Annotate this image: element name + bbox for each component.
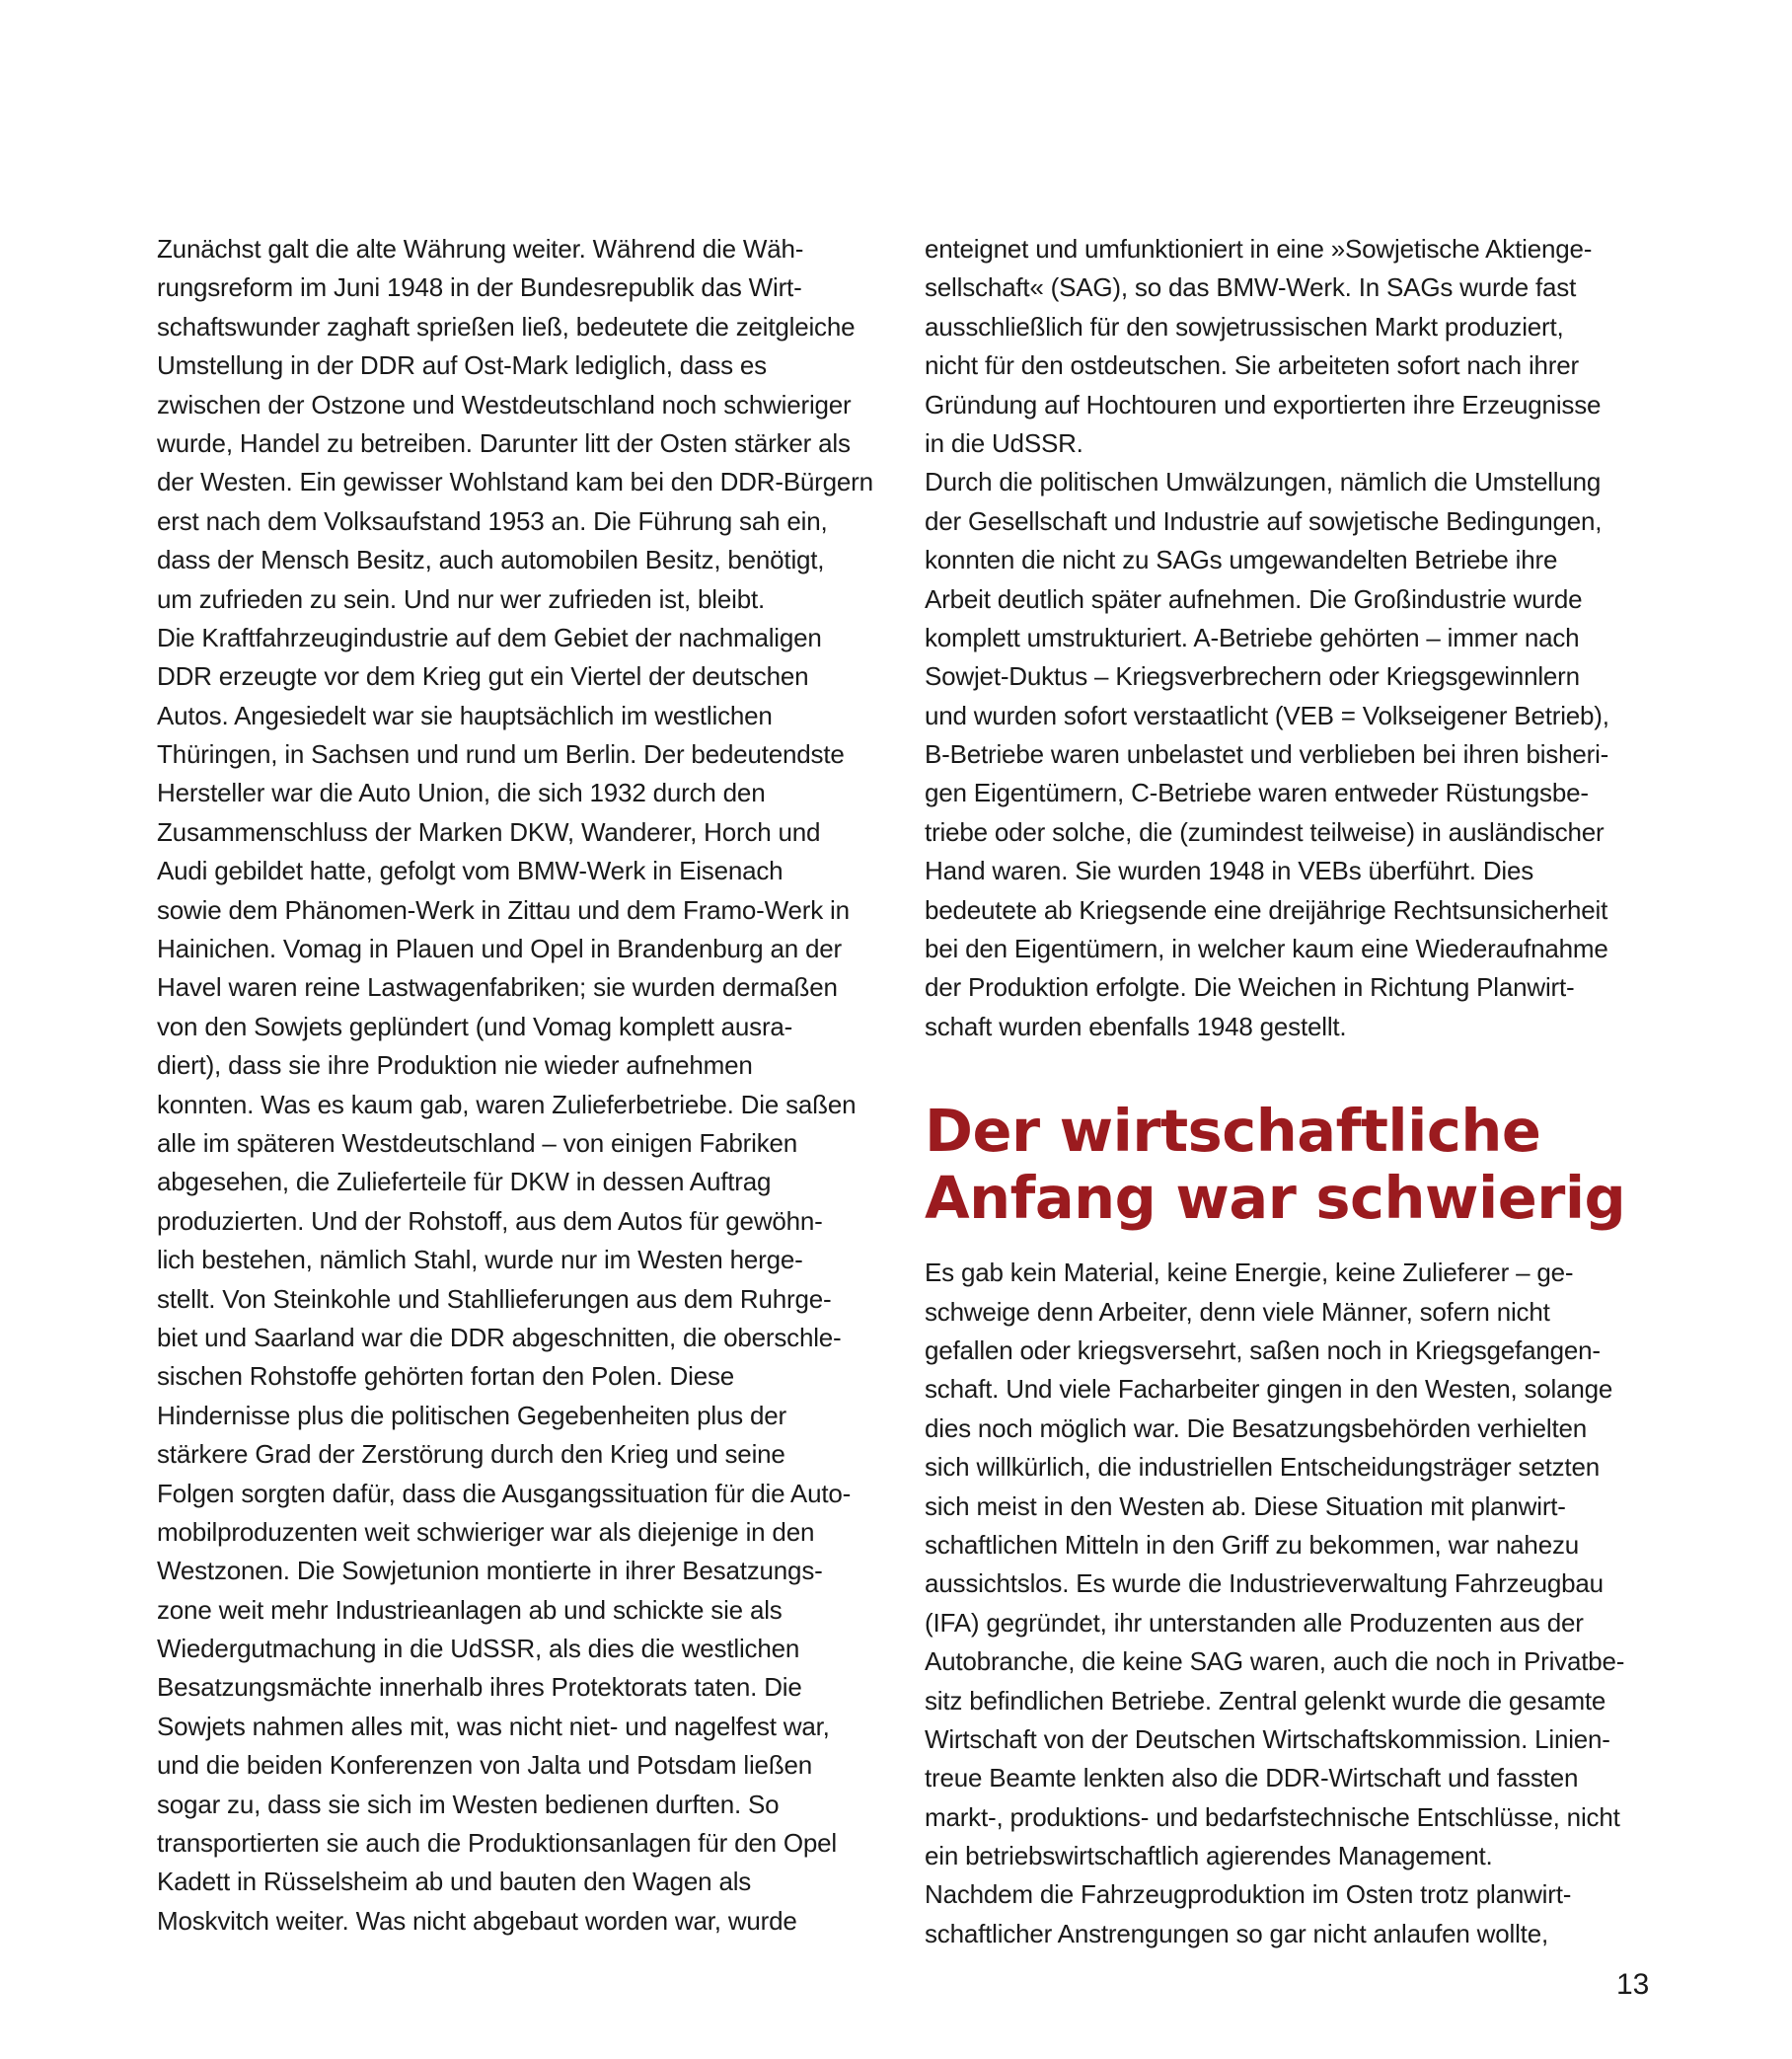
- text-line: enteignet und umfunktioniert in eine »Sowjetische Aktienge-: [925, 234, 1593, 264]
- text-line: bei den Eigentümern, in welcher kaum eine Wiederaufnahme: [925, 934, 1608, 964]
- text-line: produzierten. Und der Rohstoff, aus dem Autos für gewöhn-: [157, 1205, 823, 1236]
- text-line: zone weit mehr Industrieanlagen ab und schickte sie als: [157, 1594, 783, 1625]
- text-line: markt-, produktions- und bedarfstechnische Entschlüsse, nicht: [925, 1801, 1620, 1832]
- text-line: B-Betriebe waren unbelastet und verblieben bei ihren bisheri-: [925, 739, 1609, 770]
- text-line: um zufrieden zu sein. Und nur wer zufrieden ist, bleibt.: [157, 583, 765, 614]
- text-line: schweige denn Arbeiter, denn viele Männer, sofern nicht: [925, 1296, 1550, 1327]
- text-line: mobilproduzenten weit schwieriger war als diejenige in den: [157, 1516, 815, 1547]
- text-line: und die beiden Konferenzen von Jalta und Potsdam ließen: [157, 1750, 813, 1781]
- text-line: ausschließlich für den sowjetrussischen Markt produziert,: [925, 311, 1564, 342]
- text-line: lich bestehen, nämlich Stahl, wurde nur im Westen herge-: [157, 1245, 803, 1275]
- text-line: gefallen oder kriegsversehrt, saßen noch in Kriegsgefangen-: [925, 1335, 1601, 1365]
- text-line: Westzonen. Die Sowjetunion montierte in ihrer Besatzungs-: [157, 1556, 823, 1586]
- text-line: Hersteller war die Auto Union, die sich 1932 durch den: [157, 778, 766, 808]
- text-line: sitz befindlichen Betriebe. Zentral gelenkt wurde die gesamte: [925, 1685, 1606, 1716]
- heading-line: Der wirtschaftliche: [925, 1097, 1541, 1166]
- text-line: in die UdSSR.: [925, 427, 1083, 458]
- text-line: Es gab kein Material, keine Energie, keine Zulieferer – ge-: [925, 1258, 1574, 1288]
- right-column-text-bottom: [925, 1254, 1655, 1953]
- text-line: transportierten sie auch die Produktionsanlagen für den Opel: [157, 1828, 837, 1859]
- text-line: Hainichen. Vomag in Plauen und Opel in Brandenburg an der: [157, 934, 842, 964]
- text-line: dies noch möglich war. Die Besatzungsbehörden verhielten: [925, 1412, 1587, 1443]
- text-line: ein betriebswirtschaftlich agierendes Management.: [925, 1841, 1493, 1871]
- text-line: Thüringen, in Sachsen und rund um Berlin. Der bedeutendste: [157, 739, 845, 770]
- right-column-text-top: [925, 230, 1655, 1046]
- text-line: sischen Rohstoffe gehörten fortan den Polen. Diese: [157, 1361, 735, 1392]
- text-line: triebe oder solche, die (zumindest teilweise) in ausländischer: [925, 816, 1605, 847]
- text-line: Sowjet-Duktus – Kriegsverbrechern oder Kriegsgewinnlern: [925, 661, 1580, 692]
- text-line: Folgen sorgten dafür, dass die Ausgangssituation für die Auto-: [157, 1478, 852, 1508]
- text-line: diert), dass sie ihre Produktion nie wieder aufnehmen: [157, 1050, 753, 1081]
- text-line: Nachdem die Fahrzeugproduktion im Osten trotz planwirt-: [925, 1879, 1572, 1910]
- text-line: schaft. Und viele Facharbeiter gingen in den Westen, solange: [925, 1374, 1613, 1405]
- text-line: Sowjets nahmen alles mit, was nicht niet- und nagelfest war,: [157, 1711, 830, 1741]
- text-line: DDR erzeugte vor dem Krieg gut ein Viertel der deutschen: [157, 661, 809, 692]
- right-column: [925, 230, 1655, 1953]
- left-column-text: [157, 230, 887, 1941]
- text-line: Autos. Angesiedelt war sie hauptsächlich im westlichen: [157, 700, 773, 730]
- text-line: und wurden sofort verstaatlicht (VEB = Volkseigener Betrieb),: [925, 700, 1609, 730]
- text-line: Umstellung in der DDR auf Ost-Mark lediglich, dass es: [157, 350, 767, 381]
- text-line: Autobranche, die keine SAG waren, auch die noch in Privatbe-: [925, 1646, 1625, 1677]
- text-line: Durch die politischen Umwälzungen, nämlich die Umstellung: [925, 467, 1602, 497]
- text-line: schaftlichen Mitteln in den Griff zu bekommen, war nahezu: [925, 1529, 1580, 1560]
- text-line: Die Kraftfahrzeugindustrie auf dem Gebiet der nachmaligen: [157, 622, 822, 652]
- section-heading: [925, 1098, 1655, 1232]
- text-line: Zusammenschluss der Marken DKW, Wanderer, Horch und: [157, 816, 821, 847]
- text-line: Wirtschaft von der Deutschen Wirtschaftskommission. Linien-: [925, 1723, 1610, 1754]
- text-line: dass der Mensch Besitz, auch automobilen Besitz, benötigt,: [157, 545, 825, 575]
- page-number: 13: [1616, 1968, 1650, 2001]
- heading-line: Anfang war schwierig: [925, 1164, 1626, 1233]
- text-line: komplett umstrukturiert. A-Betriebe gehörten – immer nach: [925, 622, 1580, 652]
- text-line: der Produktion erfolgte. Die Weichen in Richtung Planwirt-: [925, 972, 1575, 1003]
- text-line: schaftswunder zaghaft sprießen ließ, bedeutete die zeitgleiche: [157, 311, 856, 342]
- text-line: Zunächst galt die alte Währung weiter. Während die Wäh-: [157, 234, 804, 264]
- text-line: bedeutete ab Kriegsende eine dreijährige Rechtsunsicherheit: [925, 894, 1608, 925]
- text-line: sogar zu, dass sie sich im Westen bedienen durften. So: [157, 1789, 780, 1819]
- text-line: sellschaft« (SAG), so das BMW-Werk. In SAGs wurde fast: [925, 272, 1577, 303]
- text-line: Hindernisse plus die politischen Gegebenheiten plus der: [157, 1400, 786, 1430]
- text-line: sowie dem Phänomen-Werk in Zittau und dem Framo-Werk in: [157, 894, 850, 925]
- text-line: konnten. Was es kaum gab, waren Zulieferbetriebe. Die saßen: [157, 1089, 857, 1119]
- text-line: treue Beamte lenkten also die DDR-Wirtschaft und fassten: [925, 1763, 1579, 1793]
- text-line: Kadett in Rüsselsheim ab und bauten den Wagen als: [157, 1867, 752, 1897]
- text-line: Arbeit deutlich später aufnehmen. Die Großindustrie wurde: [925, 583, 1583, 614]
- text-line: stellt. Von Steinkohle und Stahllieferungen aus dem Ruhrge-: [157, 1283, 832, 1314]
- text-line: sich willkürlich, die industriellen Entscheidungsträger setzten: [925, 1452, 1600, 1483]
- text-line: nicht für den ostdeutschen. Sie arbeiteten sofort nach ihrer: [925, 350, 1579, 381]
- text-line: (IFA) gegründet, ihr unterstanden alle Produzenten aus der: [925, 1607, 1584, 1638]
- text-line: von den Sowjets geplündert (und Vomag komplett ausra-: [157, 1011, 793, 1041]
- text-line: biet und Saarland war die DDR abgeschnitten, die oberschle-: [157, 1322, 842, 1352]
- text-line: alle im späteren Westdeutschland – von einigen Fabriken: [157, 1127, 798, 1158]
- left-column: [157, 230, 887, 1941]
- text-line: schaft wurden ebenfalls 1948 gestellt.: [925, 1011, 1347, 1041]
- text-line: rungsreform im Juni 1948 in der Bundesrepublik das Wirt-: [157, 272, 802, 303]
- text-line: wurde, Handel zu betreiben. Darunter litt der Osten stärker als: [157, 427, 851, 458]
- text-line: Besatzungsmächte innerhalb ihres Protektorats taten. Die: [157, 1672, 802, 1703]
- text-line: aussichtslos. Es wurde die Industrieverwaltung Fahrzeugbau: [925, 1568, 1604, 1599]
- text-line: konnten die nicht zu SAGs umgewandelten Betriebe ihre: [925, 545, 1558, 575]
- text-line: zwischen der Ostzone und Westdeutschland noch schwieriger: [157, 389, 852, 419]
- text-line: gen Eigentümern, C-Betriebe waren entweder Rüstungsbe-: [925, 778, 1589, 808]
- text-line: abgesehen, die Zulieferteile für DKW in dessen Auftrag: [157, 1167, 772, 1197]
- text-line: Moskvitch weiter. Was nicht abgebaut worden war, wurde: [157, 1905, 797, 1936]
- text-line: sich meist in den Westen ab. Diese Situation mit planwirt-: [925, 1490, 1566, 1521]
- text-line: stärkere Grad der Zerstörung durch den Krieg und seine: [157, 1439, 785, 1470]
- text-line: Audi gebildet hatte, gefolgt vom BMW-Werk in Eisenach: [157, 856, 784, 886]
- text-line: der Gesellschaft und Industrie auf sowjetische Bedingungen,: [925, 505, 1603, 536]
- text-line: Havel waren reine Lastwagenfabriken; sie wurden dermaßen: [157, 972, 838, 1003]
- text-line: schaftlicher Anstrengungen so gar nicht anlaufen wollte,: [925, 1918, 1548, 1948]
- text-line: Hand waren. Sie wurden 1948 in VEBs überführt. Dies: [925, 856, 1534, 886]
- text-line: der Westen. Ein gewisser Wohlstand kam bei den DDR-Bürgern: [157, 467, 873, 497]
- text-line: erst nach dem Volksaufstand 1953 an. Die Führung sah ein,: [157, 505, 828, 536]
- text-line: Gründung auf Hochtouren und exportierten ihre Erzeugnisse: [925, 389, 1602, 419]
- text-line: Wiedergutmachung in die UdSSR, als dies die westlichen: [157, 1634, 800, 1664]
